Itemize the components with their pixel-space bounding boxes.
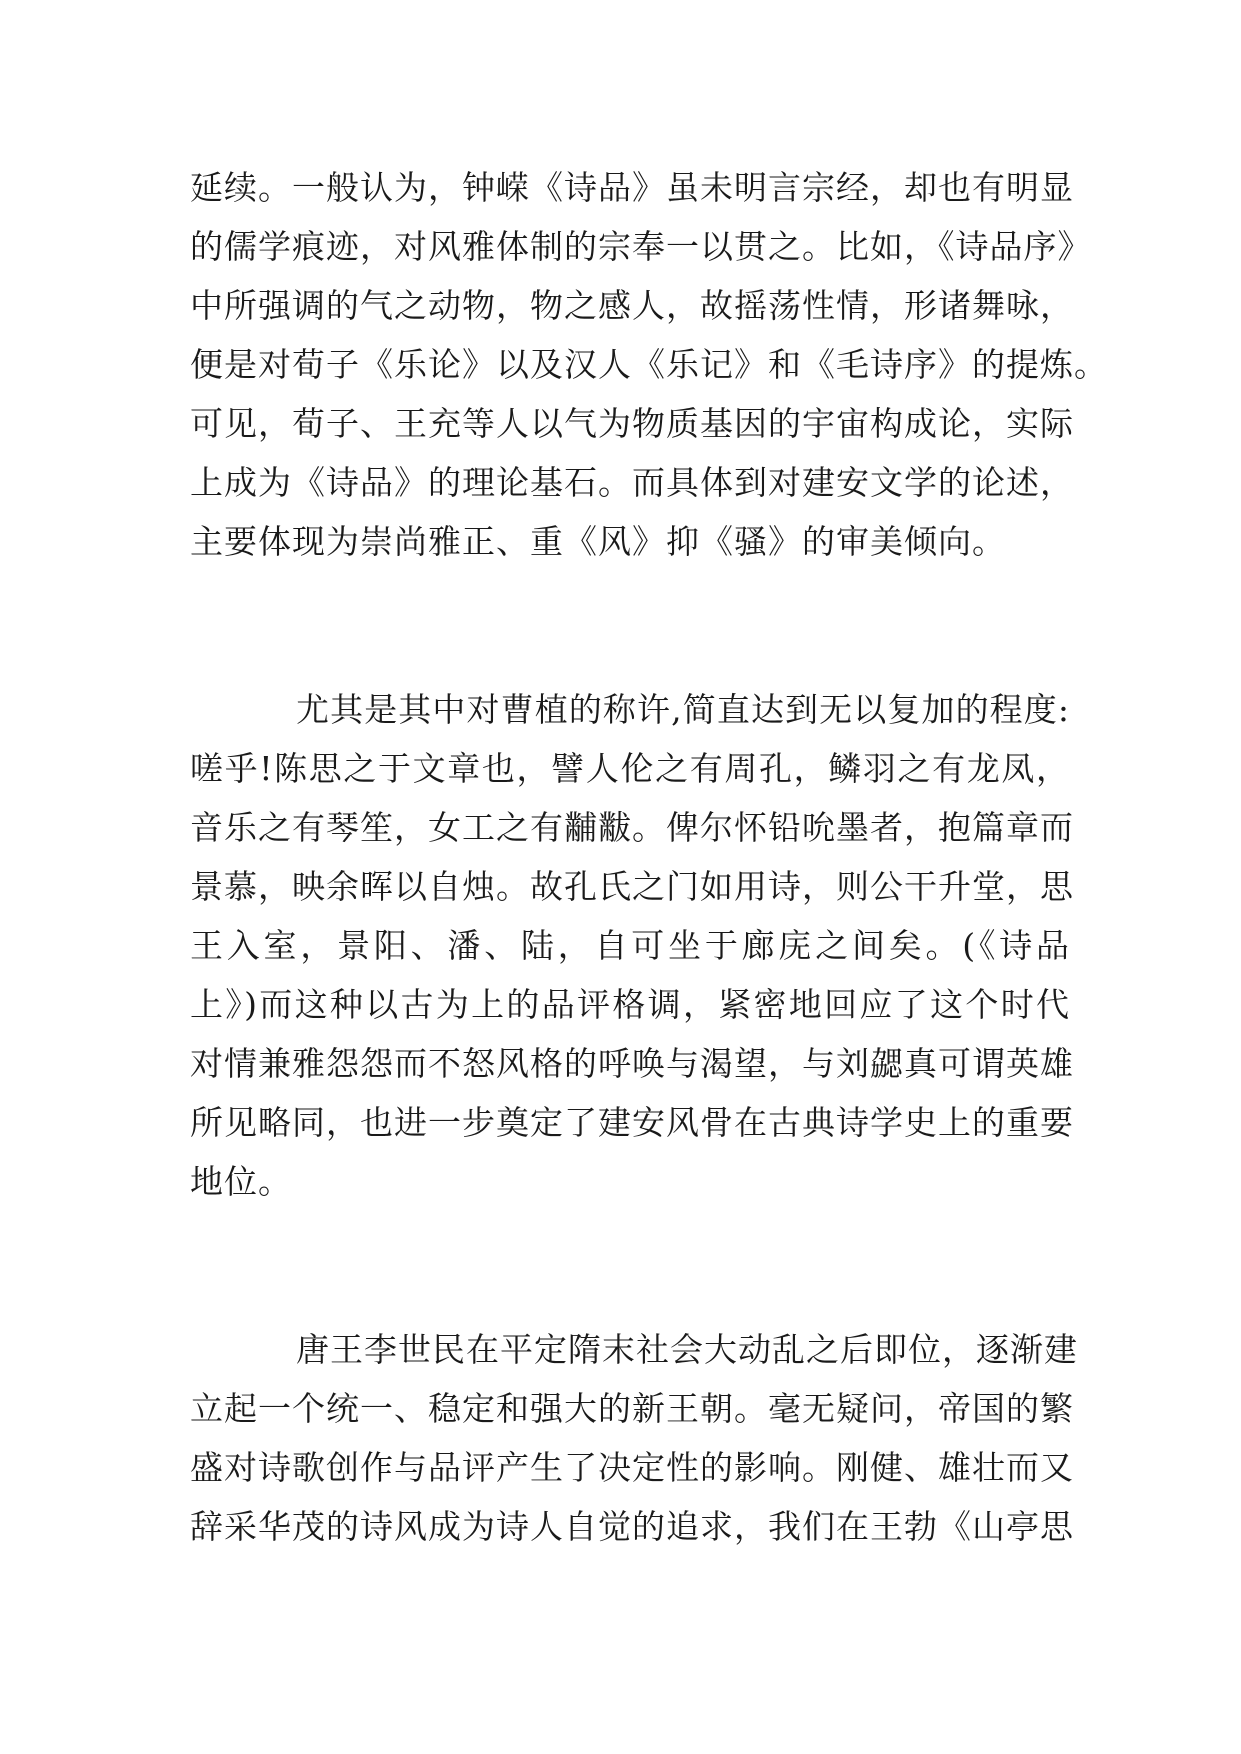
text-line: 盛对诗歌创作与品评产生了决定性的影响。刚健、雄壮而又 (190, 1448, 1074, 1487)
text-line: 上》)而这种以古为上的品评格调，紧密地回应了这个时代 (190, 985, 1070, 1024)
paragraph-3 (190, 1320, 1078, 1556)
paragraph-2 (190, 680, 1074, 1211)
text-line: 嗟乎!陈思之于文章也，譬人伦之有周孔，鳞羽之有龙凤， (190, 749, 1070, 788)
text-line: 上成为《诗品》的理论基石。而具体到对建安文学的论述， (190, 463, 1074, 502)
text-line: 便是对荀子《乐论》以及汉人《乐记》和《毛诗序》的提炼。 (190, 345, 1108, 384)
text-line: 主要体现为崇尚雅正、重《风》抑《骚》的审美倾向。 (190, 522, 1006, 561)
text-line: 中所强调的气之动物，物之感人，故摇荡性情，形诸舞咏， (190, 286, 1074, 325)
text-line: 可见，荀子、王充等人以气为物质基因的宇宙构成论，实际 (190, 404, 1074, 443)
text-line: 音乐之有琴笙，女工之有黼黻。俾尔怀铅吮墨者，抱篇章而 (190, 808, 1074, 847)
text-line: 对情兼雅怨怨而不怒风格的呼唤与渴望，与刘勰真可谓英雄 (190, 1044, 1074, 1083)
text-line: 的儒学痕迹，对风雅体制的宗奉一以贯之。比如，《诗品序》 (190, 227, 1092, 266)
text-line: 延续。一般认为，钟嵘《诗品》虽未明言宗经，却也有明显 (190, 168, 1074, 207)
text-line: 唐王李世民在平定隋末社会大动乱之后即位，逐渐建 (296, 1330, 1078, 1369)
text-line: 尤其是其中对曹植的称许,简直达到无以复加的程度: (296, 690, 1070, 729)
text-line: 景慕，映余晖以自烛。故孔氏之门如用诗，则公干升堂，思 (190, 867, 1074, 906)
text-line: 地位。 (190, 1162, 292, 1201)
text-line: 立起一个统一、稳定和强大的新王朝。毫无疑问，帝国的繁 (190, 1389, 1074, 1428)
text-line: 王入室，景阳、潘、陆，自可坐于廊庑之间矣。(《诗品 (190, 926, 1070, 965)
text-line: 所见略同，也进一步奠定了建安风骨在古典诗学史上的重要 (190, 1103, 1074, 1142)
text-line: 辞采华茂的诗风成为诗人自觉的追求，我们在王勃《山亭思 (190, 1507, 1074, 1546)
paragraph-1 (190, 158, 1108, 571)
